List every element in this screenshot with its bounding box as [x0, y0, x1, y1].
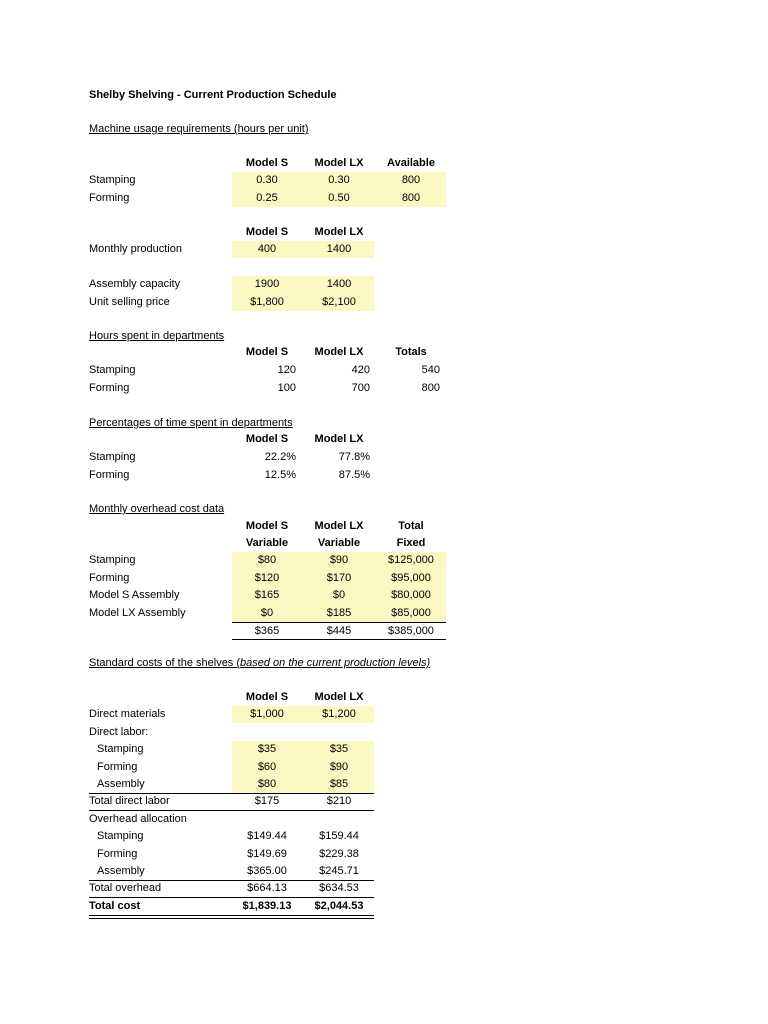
- overhead-col-fixed: Fixed: [396, 537, 426, 549]
- hours-cell[interactable]: 700: [351, 382, 370, 394]
- overhead-cell[interactable]: $80: [257, 554, 277, 566]
- labor-row-label: Forming: [97, 761, 138, 773]
- hours-cell[interactable]: 100: [277, 382, 296, 394]
- hours-row-label: Forming: [89, 382, 130, 394]
- machine-col-model-lx: Model LX: [314, 157, 364, 169]
- overhead-cell[interactable]: $0: [260, 607, 274, 619]
- alloc-cell[interactable]: $365.00: [247, 865, 287, 877]
- monthly-production-cell[interactable]: 1400: [326, 243, 352, 255]
- hours-heading: Hours spent in departments: [89, 330, 225, 342]
- direct-materials-cell[interactable]: $1,200: [322, 708, 356, 720]
- hours-col-model-s: Model S: [245, 346, 289, 358]
- overhead-bottom-rule: [232, 639, 446, 640]
- direct-materials-cell[interactable]: $1,000: [250, 708, 284, 720]
- hours-row-label: Stamping: [89, 364, 136, 376]
- total-overhead-cell[interactable]: $664.13: [247, 882, 287, 894]
- alloc-cell[interactable]: $245.71: [319, 865, 359, 877]
- overhead-col-variable: Variable: [245, 537, 289, 549]
- overhead-row-label: Model S Assembly: [89, 589, 180, 601]
- total-cost-label: Total cost: [89, 900, 141, 912]
- overhead-cell[interactable]: $85,000: [391, 607, 431, 619]
- overhead-cell[interactable]: $165: [254, 589, 280, 601]
- overhead-total-cell[interactable]: $385,000: [388, 625, 434, 637]
- overhead-col-model-lx: Model LX: [314, 520, 364, 532]
- page-title: Shelby Shelving - Current Production Schedule: [89, 89, 337, 101]
- labor-cell[interactable]: $85: [329, 778, 349, 790]
- machine-row-label: Stamping: [89, 174, 136, 186]
- overhead-cell[interactable]: $185: [326, 607, 352, 619]
- overhead-row-label: Stamping: [89, 554, 136, 566]
- hours-cell[interactable]: 800: [421, 382, 440, 394]
- labor-cell[interactable]: $90: [329, 761, 349, 773]
- production-col-model-lx: Model LX: [314, 226, 364, 238]
- direct-materials-label: Direct materials: [89, 708, 166, 720]
- overhead-cell[interactable]: $80,000: [391, 589, 431, 601]
- standard-col-model-s: Model S: [245, 691, 289, 703]
- alloc-cell[interactable]: $149.44: [247, 830, 287, 842]
- overhead-cell[interactable]: $90: [329, 554, 349, 566]
- monthly-production-cell[interactable]: 400: [257, 243, 277, 255]
- hours-col-model-lx: Model LX: [314, 346, 364, 358]
- assembly-capacity-cell[interactable]: 1400: [326, 278, 352, 290]
- direct-labor-label: Direct labor:: [89, 726, 149, 738]
- machine-col-available: Available: [387, 157, 435, 169]
- machine-cell[interactable]: 0.30: [256, 174, 278, 186]
- machine-cell[interactable]: 0.30: [328, 174, 350, 186]
- standard-col-model-lx: Model LX: [314, 691, 364, 703]
- total-direct-labor-label: Total direct labor: [89, 795, 170, 807]
- alloc-cell[interactable]: $229.38: [319, 848, 359, 860]
- assembly-capacity-label: Assembly capacity: [89, 278, 181, 290]
- alloc-row-label: Assembly: [97, 865, 145, 877]
- alloc-cell[interactable]: $159.44: [319, 830, 359, 842]
- monthly-production-label: Monthly production: [89, 243, 182, 255]
- overhead-cell[interactable]: $120: [254, 572, 280, 584]
- overhead-col-total: Total: [398, 520, 424, 532]
- total-overhead-cell[interactable]: $634.53: [319, 882, 359, 894]
- total-cost-cell[interactable]: $2,044.53: [314, 900, 364, 912]
- hours-col-totals: Totals: [395, 346, 427, 358]
- pct-row-label: Stamping: [89, 451, 136, 463]
- machine-cell[interactable]: 0.25: [256, 192, 278, 204]
- machine-col-model-s: Model S: [245, 157, 289, 169]
- pct-cell[interactable]: 87.5%: [338, 469, 370, 481]
- overhead-total-cell[interactable]: $445: [326, 625, 352, 637]
- machine-cell[interactable]: 0.50: [328, 192, 350, 204]
- hours-cell[interactable]: 120: [277, 364, 296, 376]
- total-direct-labor-cell[interactable]: $175: [254, 795, 280, 807]
- standard-costs-heading: [89, 655, 430, 672]
- overhead-cell[interactable]: $0: [332, 589, 346, 601]
- machine-usage-heading: Machine usage requirements (hours per unit): [89, 123, 309, 135]
- labor-cell[interactable]: $60: [257, 761, 277, 773]
- pct-cell[interactable]: 12.5%: [264, 469, 296, 481]
- hours-cell[interactable]: 540: [421, 364, 440, 376]
- labor-row-label: Assembly: [97, 778, 145, 790]
- overhead-col-model-s: Model S: [245, 520, 289, 532]
- labor-row-label: Stamping: [97, 743, 144, 755]
- standard-heading-italic: based on the current production levels): [240, 657, 431, 669]
- total-overhead-label: Total overhead: [89, 882, 162, 894]
- overhead-row-label: Model LX Assembly: [89, 607, 186, 619]
- total-cost-double-rule: [89, 915, 374, 919]
- overhead-col-variable: Variable: [317, 537, 361, 549]
- alloc-row-label: Stamping: [97, 830, 144, 842]
- hours-cell[interactable]: 420: [351, 364, 370, 376]
- machine-row-label: Forming: [89, 192, 130, 204]
- overhead-cell[interactable]: $125,000: [388, 554, 434, 566]
- labor-cell[interactable]: $35: [257, 743, 277, 755]
- assembly-capacity-cell[interactable]: 1900: [254, 278, 280, 290]
- standard-heading-text: Standard costs of the shelves (: [89, 657, 241, 669]
- overhead-allocation-label: Overhead allocation: [89, 813, 187, 825]
- machine-cell[interactable]: 800: [401, 192, 421, 204]
- production-col-model-s: Model S: [245, 226, 289, 238]
- labor-cell[interactable]: $35: [329, 743, 349, 755]
- machine-cell[interactable]: 800: [401, 174, 421, 186]
- percentages-heading: Percentages of time spent in departments: [89, 417, 293, 429]
- total-direct-labor-cell[interactable]: $210: [326, 795, 352, 807]
- overhead-row-label: Forming: [89, 572, 130, 584]
- unit-price-label: Unit selling price: [89, 296, 170, 308]
- unit-price-cell[interactable]: $1,800: [250, 296, 284, 308]
- pct-cell[interactable]: 77.8%: [338, 451, 370, 463]
- alloc-cell[interactable]: $149.69: [247, 848, 287, 860]
- pct-cell[interactable]: 22.2%: [264, 451, 296, 463]
- overhead-total-cell[interactable]: $365: [254, 625, 280, 637]
- alloc-row-label: Forming: [97, 848, 138, 860]
- overhead-heading: Monthly overhead cost data: [89, 503, 225, 515]
- pct-col-model-lx: Model LX: [314, 433, 364, 445]
- overhead-cell[interactable]: $95,000: [391, 572, 431, 584]
- pct-col-model-s: Model S: [245, 433, 289, 445]
- unit-price-cell[interactable]: $2,100: [322, 296, 356, 308]
- total-cost-cell[interactable]: $1,839.13: [242, 900, 292, 912]
- pct-row-label: Forming: [89, 469, 130, 481]
- overhead-cell[interactable]: $170: [326, 572, 352, 584]
- labor-cell[interactable]: $80: [257, 778, 277, 790]
